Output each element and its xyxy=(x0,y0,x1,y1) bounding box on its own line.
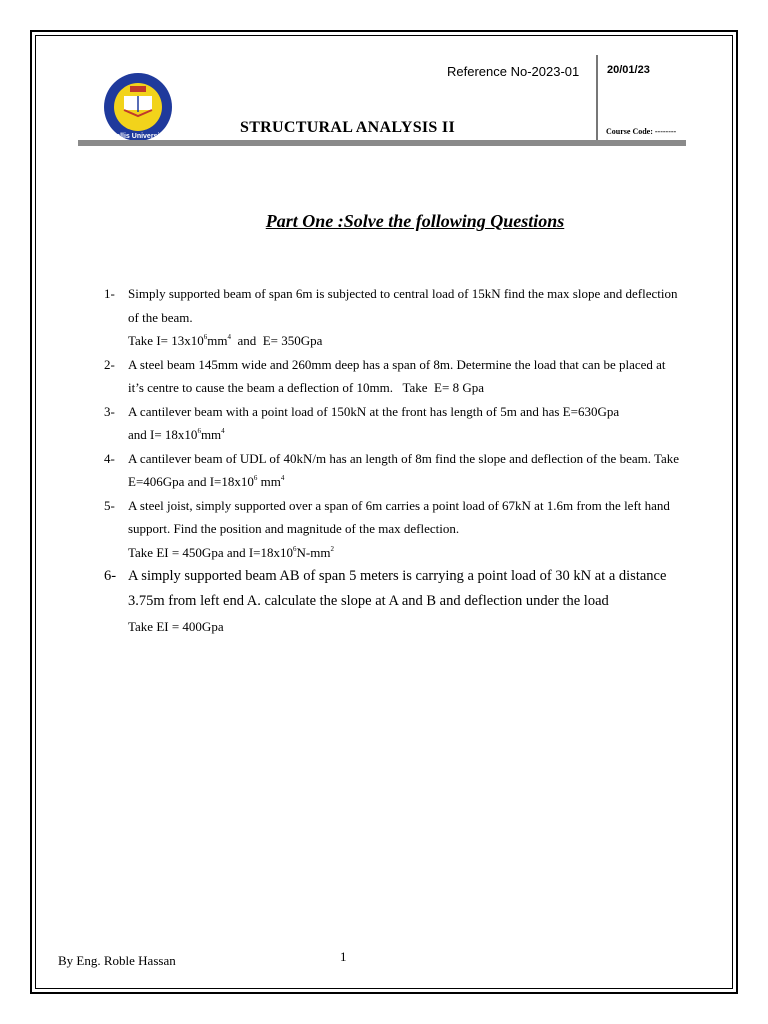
question-number: 2- xyxy=(104,356,115,372)
question-6 xyxy=(104,564,684,639)
question-number: 4- xyxy=(104,450,115,466)
question-5 xyxy=(104,494,684,565)
question-3 xyxy=(104,400,684,447)
question-take: Take EI = 450Gpa and $I=18x10^6N-mm^2$ xyxy=(128,544,334,560)
university-logo xyxy=(96,72,180,142)
question-list xyxy=(104,282,684,639)
question-4 xyxy=(104,447,684,494)
question-text: A steel joist, simply supported over a span of 6m carries a point load of 67kN at 1.6m from the left hand support. Find the position and magnitude of the max deflection. xyxy=(128,497,670,536)
question-text: Simply supported beam of span 6m is subjected to central load of 15kN find the max slope and deflection of the beam. xyxy=(128,286,678,325)
question-text: A steel beam 145mm wide and 260mm deep has a span of 8m. Determine the load that can be placed at it’s centre to cause the beam a deflection of 10mm. Take E= 8 Gpa xyxy=(128,356,669,395)
question-2 xyxy=(104,353,684,400)
question-number: 1- xyxy=(104,286,115,301)
question-number: 3- xyxy=(104,403,115,419)
part-title: Part One :Solve the following Questions xyxy=(265,211,565,231)
course-code: Course Code: -------- xyxy=(606,127,677,136)
course-title: STRUCTURAL ANALYSIS II xyxy=(240,119,455,136)
question-text: A simply supported beam AB of span 5 meters is carrying a point load of 30 kN at a distance 3.75m from left end A. calculate the slope at A and B and deflection under the load xyxy=(128,568,667,609)
question-take: Take EI = 400Gpa xyxy=(128,619,224,634)
author-footer: By Eng. Roble Hassan xyxy=(58,953,176,968)
question-text: A cantilever beam with a point load of 150kN at the front has length of 5m and has E=630Gpa xyxy=(128,403,620,419)
page-number: 1 xyxy=(340,949,347,964)
document-date: 20/01/23 xyxy=(607,64,650,76)
question-number: 5- xyxy=(104,497,115,513)
question-tail: and $I= 18x10^6mm^4$ xyxy=(128,427,225,442)
reference-number: Reference No-2023-01 xyxy=(447,64,580,79)
question-1 xyxy=(104,282,684,353)
header-bar xyxy=(78,140,686,146)
question-number: 6- xyxy=(104,568,117,584)
question-text: A cantilever beam of UDL of 40kN/m has an length of 8m find the slope and deflection of the beam. Take E=406Gpa and $I=18x10^6$ $mm^4$ xyxy=(128,450,680,489)
svg-text:Gollis University: Gollis University xyxy=(110,133,166,140)
question-take: Take $I= 13x10^6mm^4$ and E= 350Gpa xyxy=(128,333,323,348)
header-divider xyxy=(596,55,598,145)
